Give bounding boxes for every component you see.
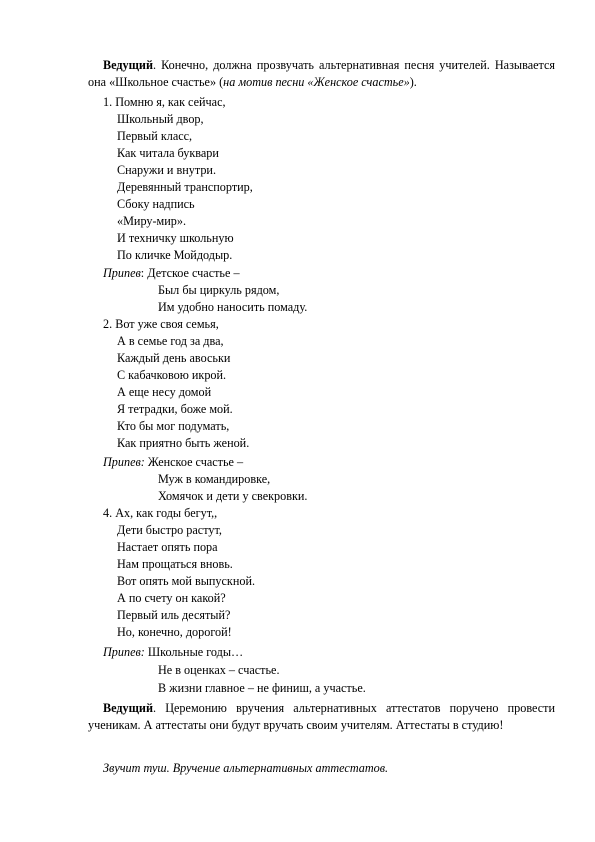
verse2-line: А еще несу домой (117, 385, 212, 399)
verse1-line: Как читала буквари (117, 146, 219, 160)
intro-end: ). (409, 75, 417, 89)
verse1-line: Деревянный транспортир, (117, 180, 253, 194)
chorus2-line: Хомячок и дети у свекровки. (158, 489, 308, 503)
verse2-line: Каждый день авоськи (117, 351, 231, 365)
verse1-line: «Миру-мир». (117, 214, 187, 228)
intro-text: . Конечно, должна прозвучать альтернативная песня учителей. Называется она «Школьное счастье» ( (88, 58, 555, 89)
verse4-line: Вот опять мой выпускной. (117, 574, 256, 588)
chorus1-line: Им удобно наносить помаду. (158, 300, 308, 314)
chorus2-line: Муж в командировке, (158, 472, 271, 486)
verse2-line: 2. Вот уже своя семья, (103, 317, 219, 331)
verse1-line: 1. Помню я, как сейчас, (103, 95, 226, 109)
chorus1-line: Был бы циркуль рядом, (158, 283, 280, 297)
chorus-line: Детское счастье – (144, 266, 240, 280)
verse1-line: Школьный двор, (117, 112, 204, 126)
verse4-line: Нам прощаться вновь. (117, 557, 233, 571)
chorus-label-sep: : (140, 266, 145, 280)
verse4-line: Настает опять пора (117, 540, 218, 554)
verse2-line: Я тетрадки, боже мой. (117, 402, 233, 416)
verse1-line: И техничку школьную (117, 231, 234, 245)
chorus-line: Женское счастье – (144, 455, 244, 469)
verse4-line: Но, конечно, дорогой! (117, 625, 232, 639)
speaker-label: Ведущий (103, 701, 153, 715)
verse1-line: По кличке Мойдодыр. (117, 248, 233, 262)
verse1-line: Первый класс, (117, 129, 193, 143)
speaker-label: Ведущий (103, 58, 153, 72)
chorus-label: Припев: (103, 455, 145, 469)
outro-paragraph (88, 700, 555, 734)
verse1-line: Сбоку надпись (117, 197, 195, 211)
chorus1-first-line (103, 265, 240, 282)
verse2-line: Кто бы мог подумать, (117, 419, 230, 433)
outro-text: . Церемонию вручения альтернативных аттестатов поручено провести ученикам. А аттестаты они будут вручать своим учителям. Аттестаты в студию! (88, 701, 555, 732)
verse1-line: Снаружи и внутри. (117, 163, 216, 177)
verse4-line: Дети быстро растут, (117, 523, 222, 537)
verse2-line: Как приятно быть женой. (117, 436, 250, 450)
chorus-label: Припев: (103, 645, 145, 659)
verse4-line: А по счету он какой? (117, 591, 226, 605)
verse4-line: 4. Ах, как годы бегут,, (103, 506, 218, 520)
chorus3-line: В жизни главное – не финиш, а участье. (158, 681, 366, 695)
verse2-line: А в семье год за два, (117, 334, 224, 348)
chorus3-first-line (103, 644, 243, 661)
verse2-line: С кабачковою икрой. (117, 368, 227, 382)
stage-direction: Звучит туш. Вручение альтернативных аттестатов. (103, 761, 389, 775)
intro-paragraph (88, 57, 555, 91)
chorus2-first-line (103, 454, 243, 471)
chorus-label: Припев (103, 266, 141, 280)
chorus-line: Школьные годы… (144, 645, 244, 659)
intro-note: на мотив песни «Женское счастье» (223, 75, 410, 89)
verse4-line: Первый иль десятый? (117, 608, 231, 622)
chorus3-line: Не в оценках – счастье. (158, 663, 280, 677)
